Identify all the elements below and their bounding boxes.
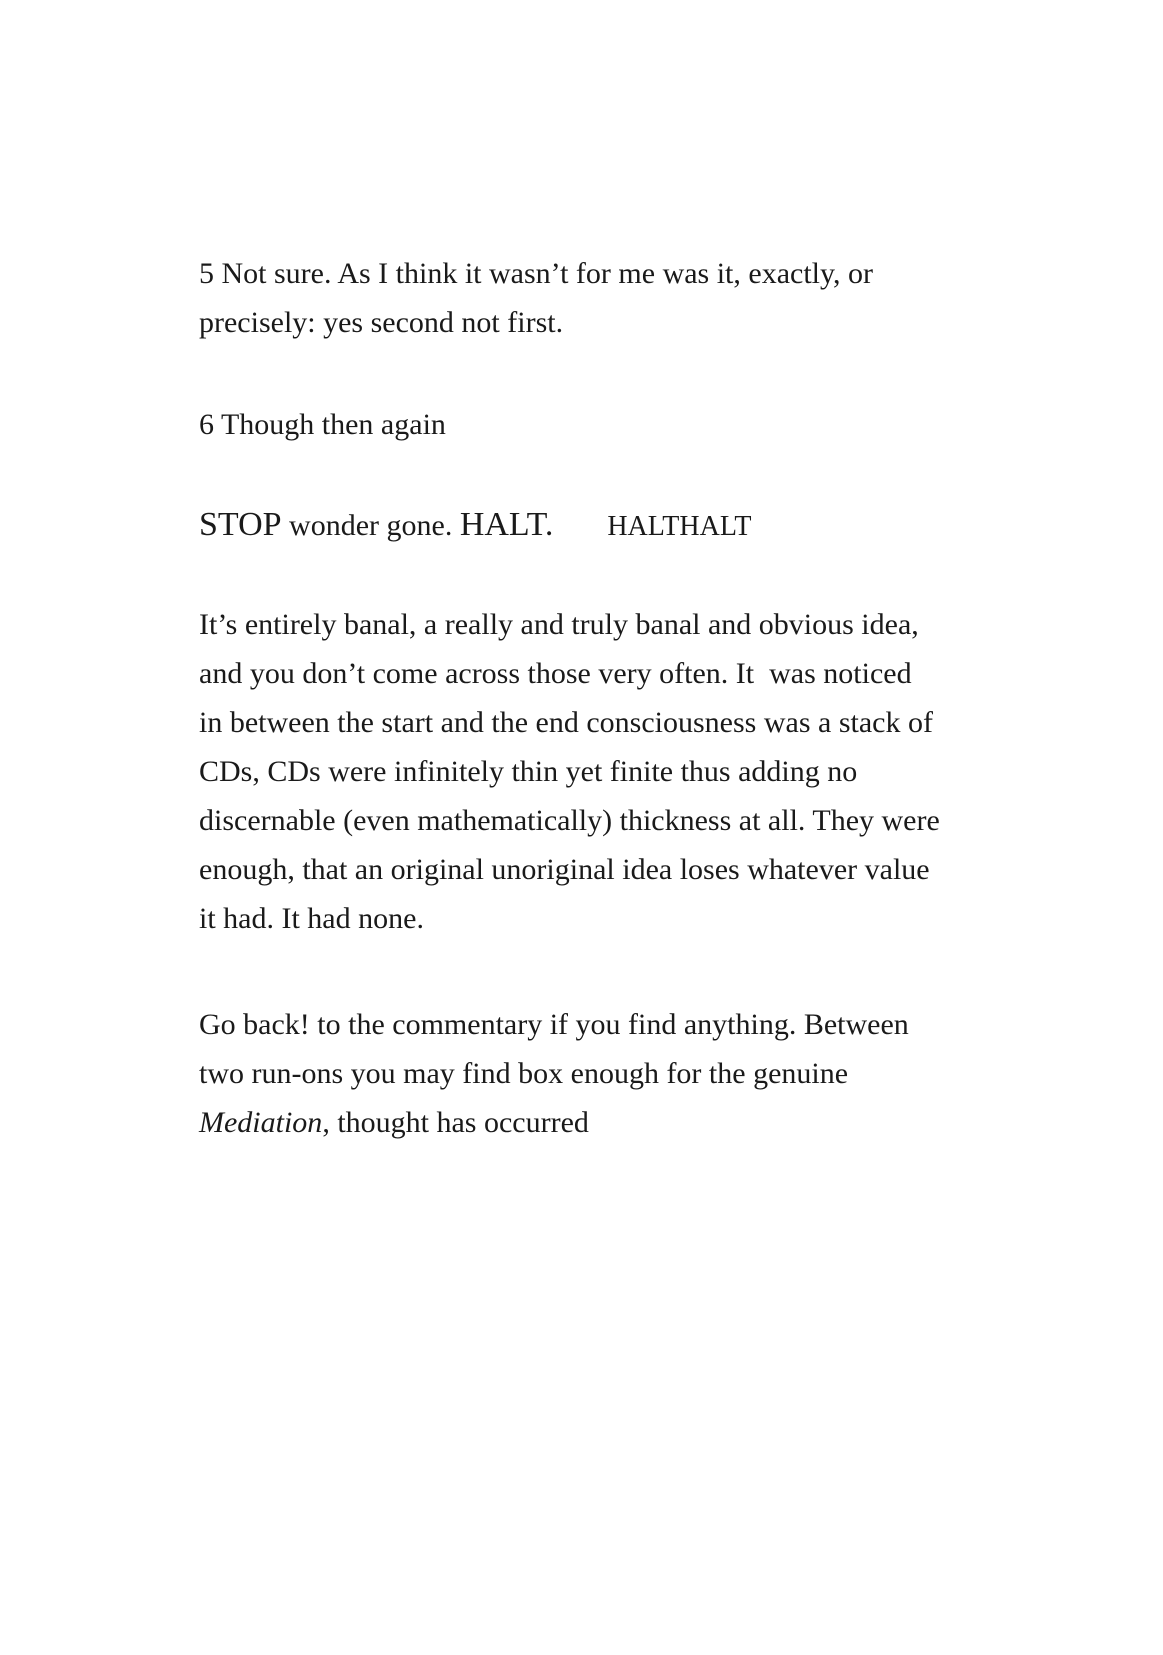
stop-line (199, 500, 979, 549)
mediation-italic-word: Mediation (199, 1106, 323, 1139)
go-back-paragraph (199, 1000, 979, 1147)
paragraph-line-last (199, 1098, 979, 1147)
paragraph-line: precisely: yes second not first. (199, 306, 564, 339)
halthalt-text: HALTHALT (607, 511, 752, 542)
paragraph-line: two run-ons you may find box enough for the genuine (199, 1057, 849, 1090)
paragraph-line: 6 Though then again (199, 408, 446, 441)
halt-word: HALT. (459, 506, 554, 543)
paragraph-line: It’s entirely banal, a really and truly banal and obvious idea, (199, 608, 919, 641)
stop-paragraph (199, 500, 979, 549)
stop-middle-text: wonder gone. (281, 509, 460, 542)
paragraph-line: 5 Not sure. As I think it wasn’t for me was it, exactly, or (199, 257, 874, 290)
paragraph-5 (199, 249, 979, 347)
paragraph-line: Go back! to the commentary if you find anything. Between (199, 1008, 909, 1041)
paragraph-line: in between the start and the end consciousness was a stack of (199, 706, 933, 739)
paragraph-tail: , thought has occurred (322, 1106, 589, 1139)
stop-word: STOP (199, 506, 282, 543)
paragraph-line: it had. It had none. (199, 902, 424, 935)
paragraph-line: and you don’t come across those very often. It was noticed (199, 657, 912, 690)
paragraph-6 (199, 400, 979, 449)
paragraph-line: enough, that an original unoriginal idea loses whatever value (199, 853, 930, 886)
banal-paragraph (199, 600, 979, 943)
paragraph-line: CDs, CDs were infinitely thin yet finite thus adding no (199, 755, 858, 788)
paragraph-line: discernable (even mathematically) thickness at all. They were (199, 804, 940, 837)
